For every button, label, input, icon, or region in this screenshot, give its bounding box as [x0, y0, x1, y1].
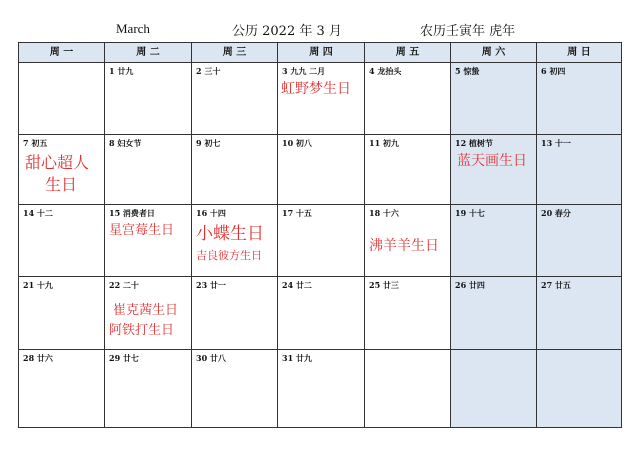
date-label: 21 十九: [23, 280, 53, 290]
date-label: 26 廿四: [455, 280, 485, 290]
day-cell[interactable]: [105, 205, 192, 276]
date-label: 14 十二: [23, 208, 53, 218]
day-cell[interactable]: [537, 63, 621, 134]
day-cell[interactable]: [365, 205, 451, 276]
day-cell[interactable]: [192, 277, 278, 349]
birthday-note: 沸羊羊生日: [369, 238, 439, 254]
date-label: 13 十一: [541, 138, 571, 148]
day-cell[interactable]: [537, 135, 621, 204]
day-cell[interactable]: [105, 350, 192, 427]
day-cell[interactable]: [451, 205, 537, 276]
week-row: [19, 134, 621, 204]
date-label: 12 植树节: [455, 138, 493, 148]
day-cell[interactable]: [365, 135, 451, 204]
week-row: [19, 349, 621, 427]
birthday-note: 甜心超人: [25, 153, 90, 172]
date-label: 9 初七: [196, 138, 221, 148]
day-cell[interactable]: [105, 277, 192, 349]
birthday-note: 阿铁打生日: [109, 323, 175, 338]
birthday-note: 吉良彼方生日: [196, 249, 262, 262]
lunar-year-title: 农历壬寅年 虎年: [420, 24, 516, 39]
day-cell[interactable]: [278, 63, 365, 134]
date-label: 17 十五: [282, 208, 312, 218]
day-cell[interactable]: [451, 350, 537, 427]
day-cell[interactable]: [105, 63, 192, 134]
date-label: 8 妇女节: [109, 138, 142, 148]
date-label: 19 十七: [455, 208, 485, 218]
birthday-note: 虹野梦生日: [281, 81, 351, 97]
day-cell[interactable]: [19, 277, 105, 349]
day-cell[interactable]: [192, 350, 278, 427]
day-cell[interactable]: [451, 135, 537, 204]
date-label: 30 廿八: [196, 353, 226, 363]
day-cell[interactable]: [537, 350, 621, 427]
calendar-grid: [18, 42, 622, 428]
date-label: 24 廿二: [282, 280, 312, 290]
date-label: 20 春分: [541, 208, 571, 218]
date-label: 25 廿三: [369, 280, 399, 290]
week-row: [19, 62, 621, 134]
date-label: 22 二十: [109, 280, 139, 290]
week-row: [19, 204, 621, 276]
day-cell[interactable]: [278, 205, 365, 276]
solar-month-title: 公历 2022 年 3 月: [232, 24, 342, 39]
birthday-note: 生日: [45, 175, 78, 194]
birthday-note: 星宫莓生日: [109, 223, 175, 238]
date-label: 10 初八: [282, 138, 312, 148]
date-label: 2 三十: [196, 66, 221, 76]
day-cell[interactable]: [192, 135, 278, 204]
day-cell[interactable]: [19, 63, 105, 134]
day-cell[interactable]: [19, 135, 105, 204]
weekday-header-row: [19, 43, 621, 62]
weekday-header: 周 一: [19, 43, 105, 62]
day-cell[interactable]: [19, 350, 105, 427]
day-cell[interactable]: [537, 205, 621, 276]
day-cell[interactable]: [278, 277, 365, 349]
birthday-note: 蓝天画生日: [457, 153, 527, 169]
date-label: 15 消费者日: [109, 208, 155, 218]
weekday-header: 周 四: [278, 43, 365, 62]
date-label: 11 初九: [369, 138, 399, 148]
date-label: 27 廿五: [541, 280, 571, 290]
birthday-note: 小蝶生日: [196, 224, 264, 244]
date-label: 28 廿六: [23, 353, 53, 363]
day-cell[interactable]: [19, 205, 105, 276]
date-label: 1 廿九: [109, 66, 134, 76]
date-label: 18 十六: [369, 208, 399, 218]
day-cell[interactable]: [192, 63, 278, 134]
day-cell[interactable]: [365, 350, 451, 427]
date-label: 23 廿一: [196, 280, 226, 290]
day-cell[interactable]: [451, 63, 537, 134]
day-cell[interactable]: [365, 63, 451, 134]
day-cell[interactable]: [537, 277, 621, 349]
weekday-header: 周 二: [105, 43, 192, 62]
weekday-header: 周 日: [567, 47, 591, 58]
month-english: March: [116, 21, 150, 36]
calendar-header: [0, 0, 640, 42]
day-cell[interactable]: [451, 277, 537, 349]
weekday-header: 周 六: [451, 43, 537, 62]
day-cell[interactable]: [278, 135, 365, 204]
date-label: 29 廿七: [109, 353, 139, 363]
date-label: 5 惊蛰: [455, 66, 480, 76]
date-label: 7 初五: [23, 138, 48, 148]
day-cell[interactable]: [105, 135, 192, 204]
date-label: 4 龙抬头: [369, 66, 402, 76]
week-row: [19, 276, 621, 349]
date-label: 31 廿九: [282, 353, 312, 363]
date-label: 3 九九 二月: [282, 66, 326, 76]
date-label: 6 初四: [541, 66, 566, 76]
day-cell[interactable]: [278, 350, 365, 427]
date-label: 16 十四: [196, 208, 226, 218]
weekday-header: 周 三: [192, 43, 278, 62]
day-cell[interactable]: [192, 205, 278, 276]
weekday-header: 周 五: [365, 43, 451, 62]
birthday-note: 崔克茜生日: [113, 303, 179, 318]
day-cell[interactable]: [365, 277, 451, 349]
